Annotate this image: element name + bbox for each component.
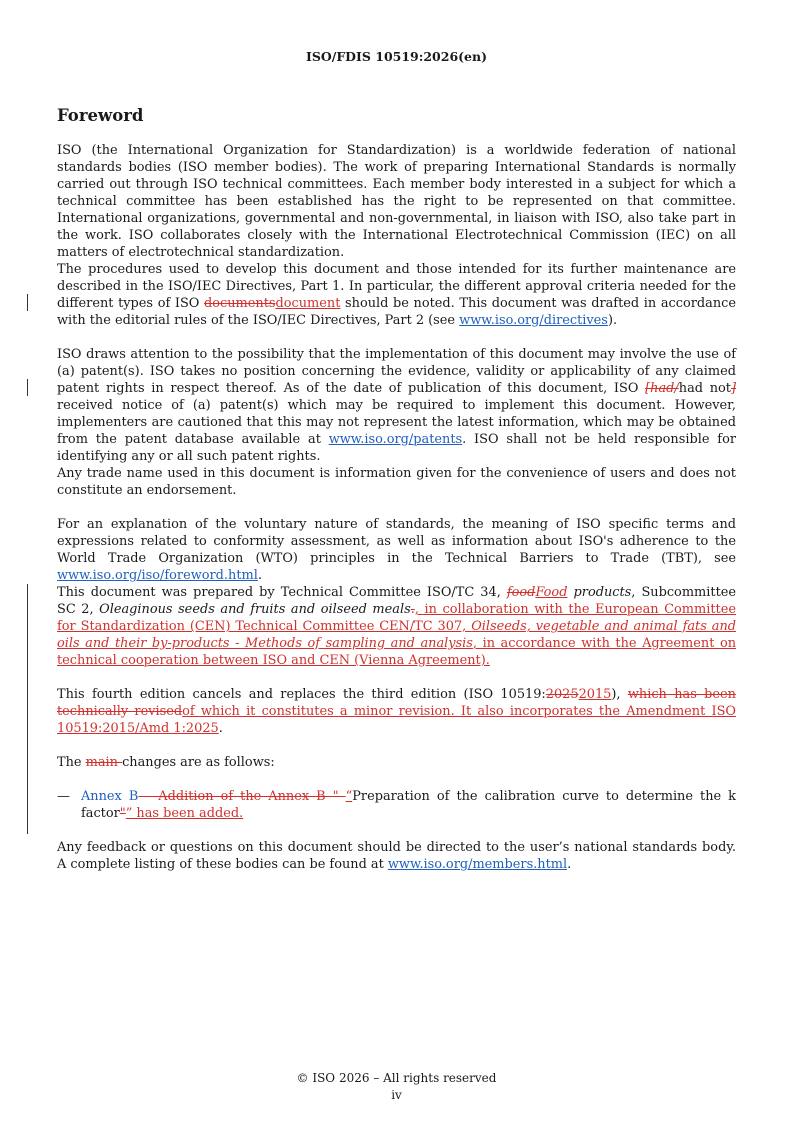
deleted-text: 2025 [545, 687, 579, 702]
directives-link[interactable]: www.iso.org/directives [459, 313, 608, 328]
text: received notice of (a) patent(s) which may be required to implement this document. However, implementers are cautioned that this may not represent the latest information, which may be obtained from the patent database available at [57, 398, 736, 447]
deleted-text: which has been technically revised [57, 687, 736, 719]
section-title-foreword: Foreword [57, 106, 144, 125]
paragraph-iso-intro: ISO (the International Organization for Standardization) is a worldwide federation of national standards bodies (ISO member bodies). The work of preparing International Standards is normally carried out through ISO technical committees. Each member body interested in a subject for which a technical committee has been established has the right to be represented on that committee. International organizations, governmental and non-governmental, in liaison with ISO, also take part in the work. ISO collaborates closely with the International Electrotechnical Commission (IEC) on all matters of electrotechnical standardization. [57, 143, 736, 260]
text: ). [607, 313, 618, 328]
text: . [218, 721, 223, 736]
deleted-text: documents [204, 296, 276, 311]
inserted-text: , in collaboration with the European Committee for Standardization (CEN) Technical Committee CEN/TC 307, [57, 602, 736, 634]
paragraph-trade-name: Any trade name used in this document is information given for the convenience of users and does not constitute an endorsement. [57, 466, 736, 498]
footer-copyright: © ISO 2026 – All rights reserved [296, 1071, 497, 1085]
text: For an explanation of the voluntary nature of standards, the meaning of ISO specific terms and expressions related to conformity assessment, as well as information about ISO's adherence to the World Trade Organization (WTO) principles in the Technical Barriers to Trade (TBT), see [57, 517, 736, 566]
inserted-text: ” has been added. [125, 806, 244, 821]
paragraph-patents [57, 346, 736, 465]
text: ), [611, 687, 628, 702]
deleted-text: ] [730, 381, 736, 396]
text: products [567, 585, 632, 600]
text: . [257, 568, 262, 583]
inserted-text: “ [345, 789, 353, 804]
paragraph-changes-intro [57, 754, 736, 771]
change-bar [27, 379, 28, 396]
inserted-text: , in accordance with the Agreement on technical cooperation between ISO and CEN (Vienna Agreement). [57, 636, 737, 668]
annex-b-reference[interactable]: Annex B [81, 789, 139, 804]
text: ISO draws attention to the possibility that the implementation of this document may involve the use of (a) patent(s). ISO takes no position concerning the evidence, validity or applicability of any claimed patent rights in respect thereof. As of the date of publication of this document, ISO [57, 347, 736, 396]
patents-link[interactable]: www.iso.org/patents [328, 432, 463, 447]
text: should be noted. This document was drafted in accordance with the editorial rules of the ISO/IEC Directives, Part 2 (see [57, 296, 736, 328]
text: Any feedback or questions on this document should be directed to the user’s national standards body. A complete listing of these bodies can be found at [57, 840, 736, 872]
text: The procedures used to develop this document and those intended for its further maintenance are described in the ISO/IEC Directives, Part 1. In particular, the different approval criteria needed for the different types of ISO [57, 262, 736, 311]
inserted-text: Oilseeds, vegetable and animal fats and oils and their by-products - Methods of sampling and analysis [57, 619, 737, 651]
list-item [57, 788, 736, 822]
deleted-text: [had/ [645, 381, 679, 396]
inserted-text: Food [535, 585, 568, 600]
text: changes are as follows: [122, 755, 275, 770]
paragraph-procedures [57, 261, 736, 329]
deleted-text: main [85, 755, 123, 770]
deleted-text: " [119, 806, 126, 821]
members-link[interactable]: www.iso.org/members.html [387, 857, 568, 872]
inserted-text: of which it constitutes a minor revision. It also incorporates the Amendment ISO 10519:2015/Amd 1:2025 [57, 704, 736, 736]
deleted-text: . [410, 602, 415, 617]
list-dash: — [57, 789, 70, 804]
text: had not [678, 381, 731, 396]
text: This document was prepared by Technical Committee ISO/TC 34, [57, 585, 507, 600]
paragraph-feedback [57, 839, 736, 873]
inserted-text: document [275, 296, 341, 311]
document-header: ISO/FDIS 10519:2026(en) [305, 49, 488, 64]
text: Preparation of the calibration curve to determine the k factor [81, 789, 736, 821]
text: . ISO shall not be held responsible for identifying any or all such patent rights. [57, 432, 736, 464]
text: This fourth edition cancels and replaces the third edition (ISO 10519: [57, 687, 546, 702]
inserted-text: 2015 [578, 687, 612, 702]
text: Oleaginous seeds and fruits and oilseed meals [99, 602, 411, 617]
foreword-link[interactable]: www.iso.org/iso/foreword.html [57, 568, 258, 583]
change-bar [27, 584, 28, 834]
change-bar [27, 294, 28, 311]
footer-page-number: iv [391, 1088, 402, 1102]
paragraph-prepared-by [57, 584, 736, 669]
list-item-text [81, 788, 736, 822]
paragraph-edition [57, 686, 736, 737]
paragraph-voluntary-nature [57, 516, 736, 584]
deleted-text: food [506, 585, 536, 600]
deleted-text: — Addition of the Annex B " [138, 789, 346, 804]
text: The [57, 755, 86, 770]
text: , Subcommittee SC 2, [57, 585, 737, 617]
text: . [567, 857, 572, 872]
